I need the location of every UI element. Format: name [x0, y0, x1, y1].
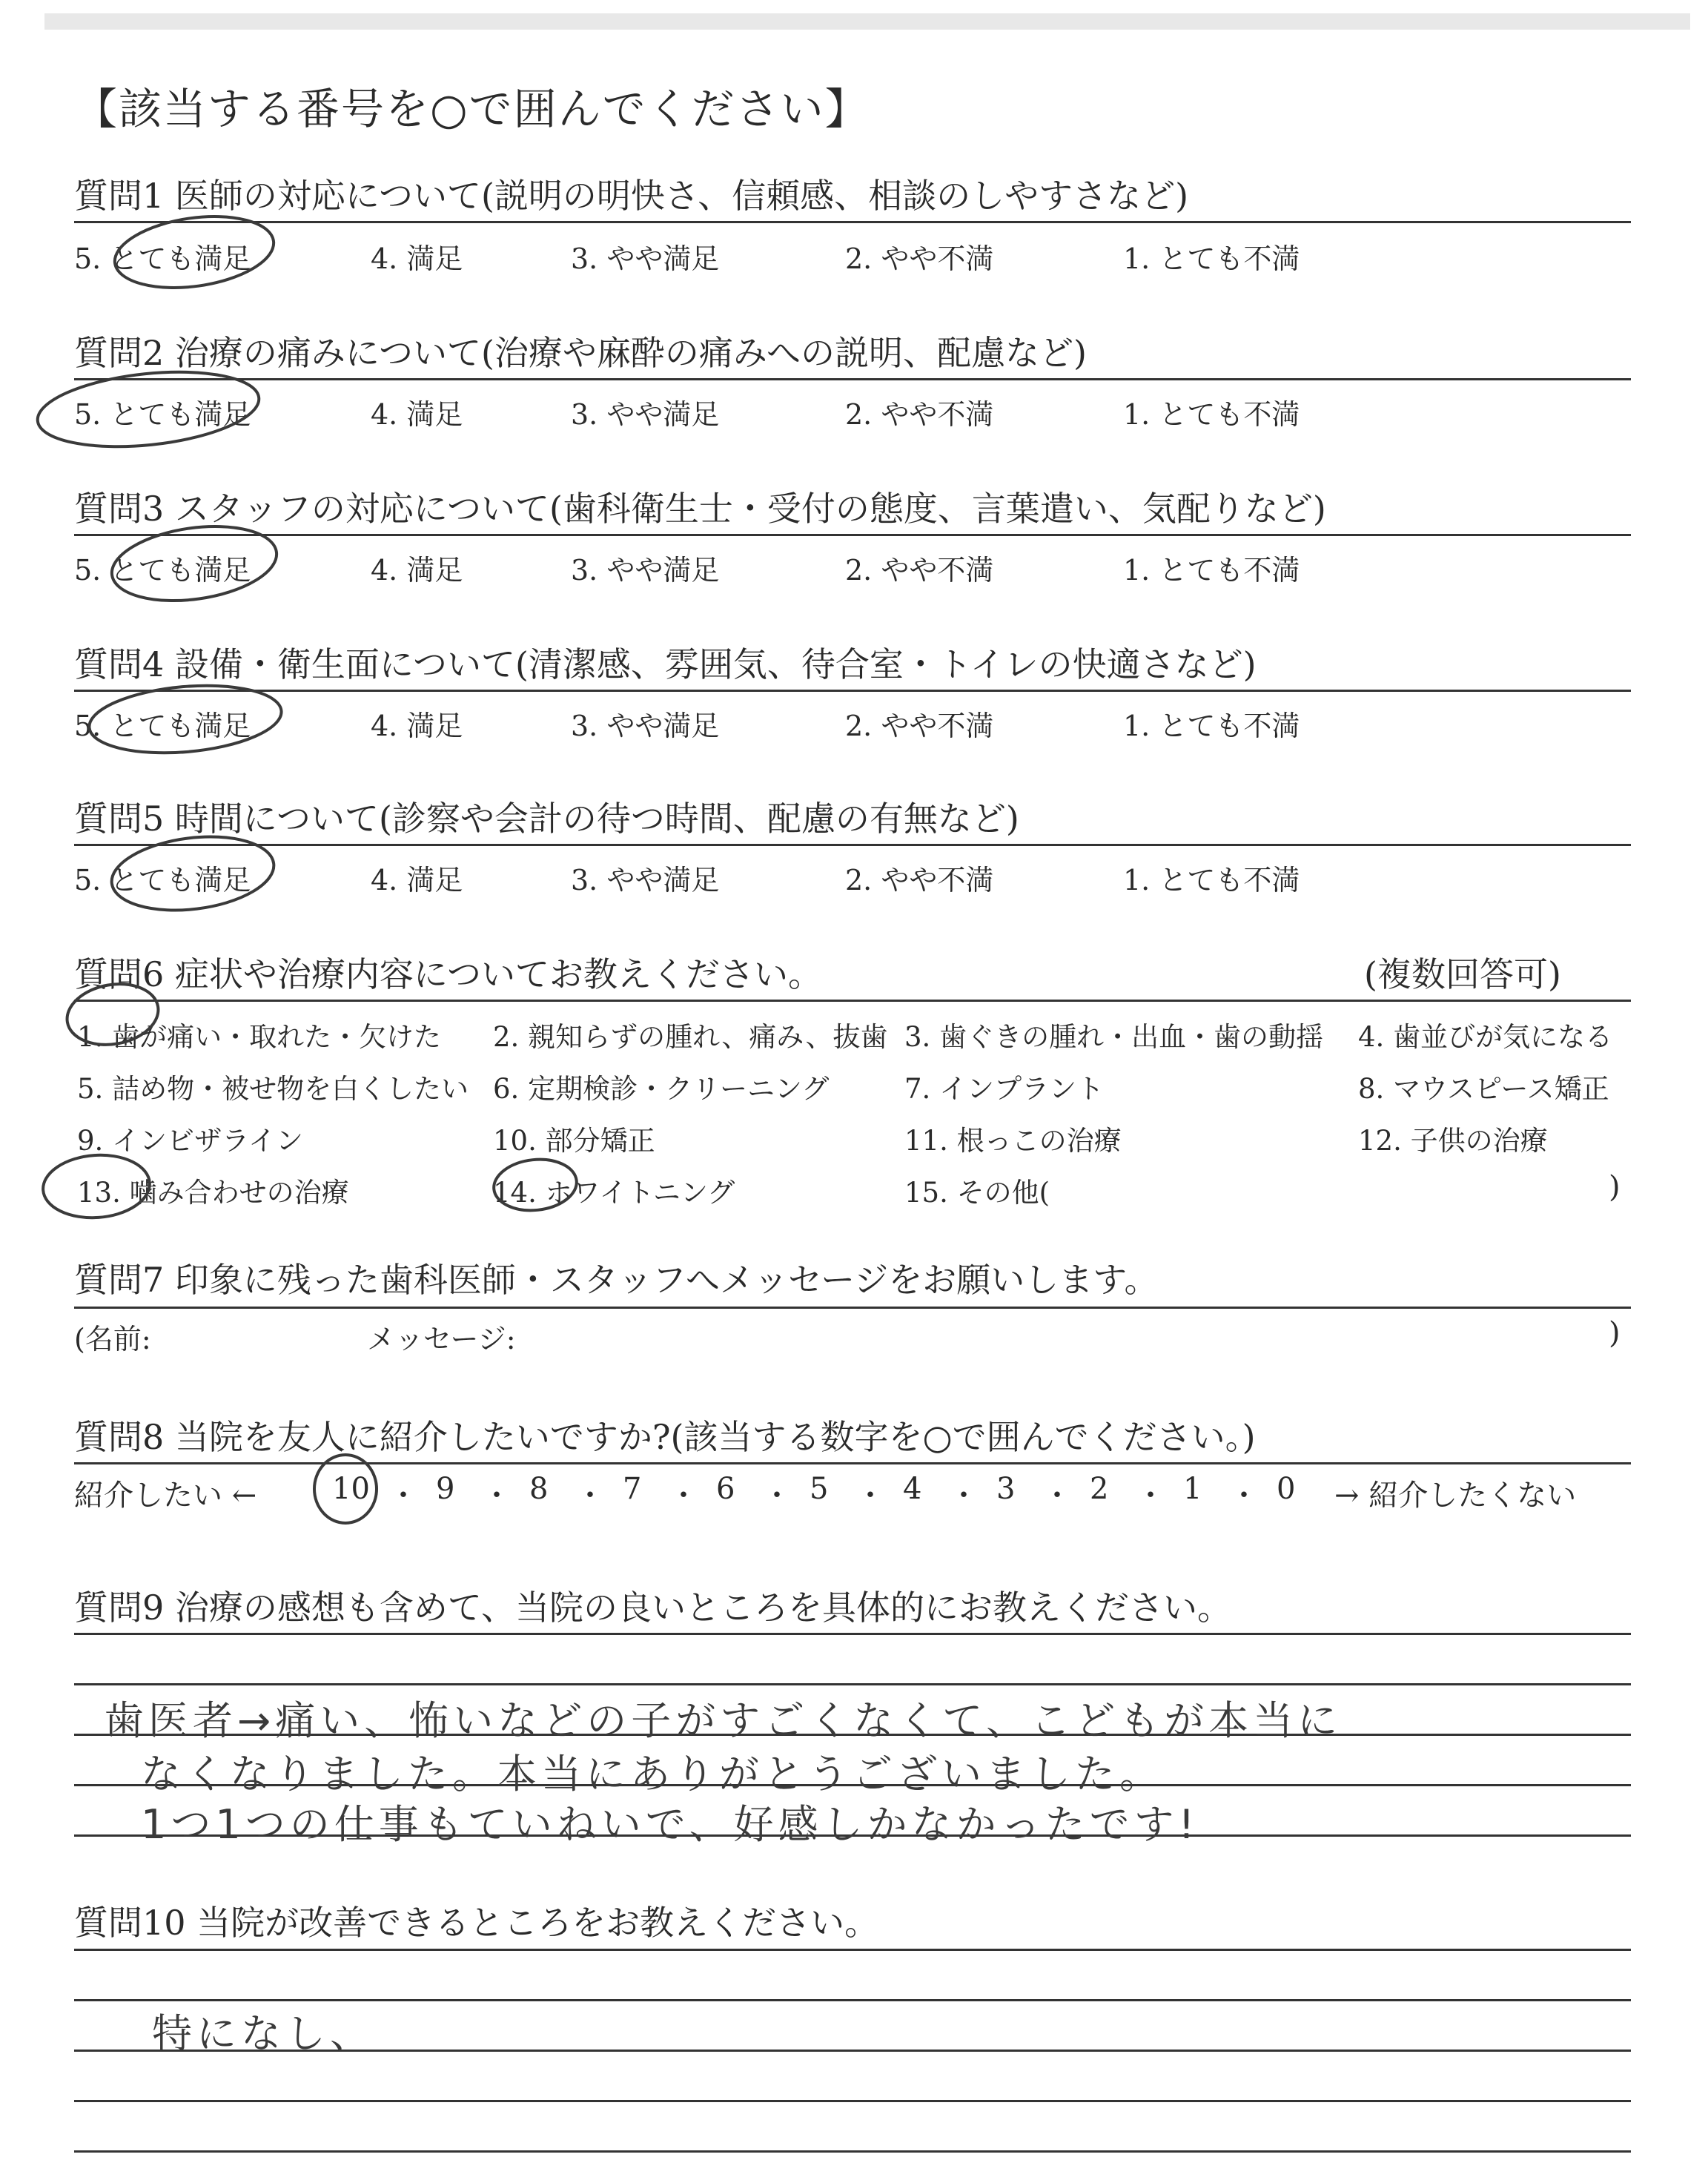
q3-option-5[interactable]: 5. とても満足	[74, 554, 251, 587]
q2-option-2[interactable]: 2. やや不満	[845, 398, 994, 431]
q8-scale-dot: ・	[855, 1479, 885, 1513]
q6-item[interactable]: 3. 歯ぐきの腫れ・出血・歯の動揺	[904, 1021, 1324, 1053]
q4-option-3[interactable]: 3. やや満足	[571, 710, 720, 742]
q4-option-5[interactable]: 5. とても満足	[74, 710, 251, 742]
q6-item[interactable]: 12. 子供の治療	[1358, 1125, 1548, 1157]
q5-option-2[interactable]: 2. やや不満	[845, 864, 994, 896]
q5-option-4[interactable]: 4. 満足	[371, 864, 463, 896]
q3-option-4[interactable]: 4. 満足	[371, 554, 463, 587]
q4-title: 質問4 設備・衛生面について(清潔感、雰囲気、待合室・トイレの快適さなど)	[74, 644, 1257, 684]
circle-q6-1	[62, 977, 163, 1051]
q7-title: 質問7 印象に残った歯科医師・スタッフへメッセージをお願いします。	[74, 1260, 1159, 1300]
q1-option-1[interactable]: 1. とても不満	[1123, 242, 1300, 275]
q1-option-4[interactable]: 4. 満足	[371, 242, 463, 275]
q8-scale-7[interactable]: 7	[623, 1472, 642, 1506]
q8-scale-3[interactable]: 3	[996, 1472, 1016, 1506]
q8-scale-5[interactable]: 5	[810, 1472, 829, 1506]
q7-message-label: メッセージ:	[367, 1323, 516, 1355]
q5-option-5[interactable]: 5. とても満足	[74, 864, 251, 896]
q8-scale-dot: ・	[575, 1479, 605, 1513]
q6-item[interactable]: 4. 歯並びが気になる	[1358, 1021, 1613, 1053]
q5-title: 質問5 時間について(診察や会計の待つ時間、配慮の有無など)	[74, 799, 1019, 839]
q10-answer-line-1[interactable]: 特になし、	[152, 2010, 374, 2057]
q8-scale-dot: ・	[1042, 1479, 1072, 1513]
q6-item[interactable]: 10. 部分矯正	[493, 1125, 655, 1157]
q3-option-2[interactable]: 2. やや不満	[845, 554, 994, 587]
q8-scale-8[interactable]: 8	[529, 1472, 549, 1506]
q10-title: 質問10 当院が改善できるところをお教えください。	[74, 1903, 879, 1943]
q1-option-5[interactable]: 5. とても満足	[74, 242, 251, 275]
page-header: 【該当する番号を○で囲んでください】	[74, 84, 870, 134]
q6-item[interactable]: 2. 親知らずの腫れ、痛み、抜歯	[493, 1021, 888, 1053]
q6-item[interactable]: 7. インプラント	[904, 1073, 1105, 1105]
circle-q1-5	[110, 207, 279, 297]
q6-item[interactable]: 9. インビザライン	[77, 1125, 303, 1157]
q2-title: 質問2 治療の痛みについて(治療や麻酔の痛みへの説明、配慮など)	[74, 333, 1087, 373]
q8-scale-dot: ・	[949, 1479, 979, 1513]
q8-scale-dot: ・	[388, 1479, 418, 1513]
q8-scale-4[interactable]: 4	[903, 1472, 922, 1506]
q6-item[interactable]: 15. その他(	[904, 1177, 1050, 1209]
q6-item[interactable]: 8. マウスピース矯正	[1358, 1073, 1609, 1105]
q5-option-1[interactable]: 1. とても不満	[1123, 864, 1300, 896]
q6-item[interactable]: 13. 噛み合わせの治療	[77, 1177, 349, 1209]
q6-item[interactable]: 5. 詰め物・被せ物を白くしたい	[77, 1073, 469, 1105]
q7-name-label: (名前:	[74, 1323, 151, 1355]
q8-scale-2[interactable]: 2	[1090, 1472, 1109, 1506]
q5-option-3[interactable]: 3. やや満足	[571, 864, 720, 896]
circle-q3-5	[107, 517, 281, 610]
q7-close-paren: )	[1609, 1316, 1621, 1350]
q6-item[interactable]: 6. 定期検診・クリーニング	[493, 1073, 830, 1105]
q4-option-1[interactable]: 1. とても不満	[1123, 710, 1300, 742]
q8-scale-9[interactable]: 9	[436, 1472, 455, 1506]
q2-option-5[interactable]: 5. とても満足	[74, 398, 251, 431]
q6-note: (複数回答可)	[1364, 954, 1561, 994]
q9-answer-line-3[interactable]: 1つ1つの仕事もていねいで、好感しかなかったです!	[141, 1801, 1199, 1848]
q9-title: 質問9 治療の感想も含めて、当院の良いところを具体的にお教えください。	[74, 1588, 1231, 1628]
q8-scale-dot: ・	[762, 1479, 792, 1513]
q8-scale-1[interactable]: 1	[1183, 1472, 1202, 1506]
circle-q2-5	[34, 363, 262, 457]
q3-option-3[interactable]: 3. やや満足	[571, 554, 720, 587]
q3-option-1[interactable]: 1. とても不満	[1123, 554, 1300, 587]
q8-title: 質問8 当院を友人に紹介したいですか?(該当する数字を○で囲んでください。)	[74, 1417, 1256, 1457]
q8-scale-dot: ・	[1136, 1479, 1165, 1513]
q6-item[interactable]: 1. 歯が痛い・取れた・欠けた	[77, 1021, 442, 1053]
circle-q6-14	[491, 1155, 579, 1214]
q2-option-1[interactable]: 1. とても不満	[1123, 398, 1300, 431]
q8-scale-6[interactable]: 6	[716, 1472, 735, 1506]
q1-option-3[interactable]: 3. やや満足	[571, 242, 720, 275]
q3-title: 質問3 スタッフの対応について(歯科衛生士・受付の態度、言葉遣い、気配りなど)	[74, 489, 1326, 529]
q8-scale-10[interactable]: 10	[332, 1472, 370, 1506]
q8-right-label: → 紹介したくない	[1334, 1479, 1577, 1513]
q2-option-4[interactable]: 4. 満足	[371, 398, 463, 431]
circle-q5-5	[107, 828, 278, 919]
circle-q4-5	[87, 678, 285, 760]
q8-scale-dot: ・	[669, 1479, 698, 1513]
q6-item[interactable]: 11. 根っこの治療	[904, 1125, 1122, 1157]
q6-item[interactable]: 14. ホワイトニング	[493, 1177, 735, 1209]
q8-scale-dot: ・	[1229, 1479, 1259, 1513]
q4-option-4[interactable]: 4. 満足	[371, 710, 463, 742]
q9-answer-line-2[interactable]: なくなりました。本当にありがとうございました。	[141, 1751, 1164, 1797]
q4-option-2[interactable]: 2. やや不満	[845, 710, 994, 742]
q6-other-close-paren: )	[1609, 1170, 1621, 1204]
circle-q6-13	[41, 1152, 152, 1221]
circle-q8-10	[314, 1455, 377, 1523]
q8-scale-0[interactable]: 0	[1277, 1472, 1296, 1506]
q1-option-2[interactable]: 2. やや不満	[845, 242, 994, 275]
q6-title: 質問6 症状や治療内容についてお教えください。	[74, 954, 822, 994]
q9-answer-line-1[interactable]: 歯医者→痛い、怖いなどの子がすごくなくて、こどもが本当に	[104, 1697, 1343, 1744]
q8-scale-dot: ・	[482, 1479, 512, 1513]
q8-left-label: 紹介したい ←	[74, 1479, 257, 1513]
q1-title: 質問1 医師の対応について(説明の明快さ、信頼感、相談のしやすさなど)	[74, 176, 1189, 216]
q2-option-3[interactable]: 3. やや満足	[571, 398, 720, 431]
